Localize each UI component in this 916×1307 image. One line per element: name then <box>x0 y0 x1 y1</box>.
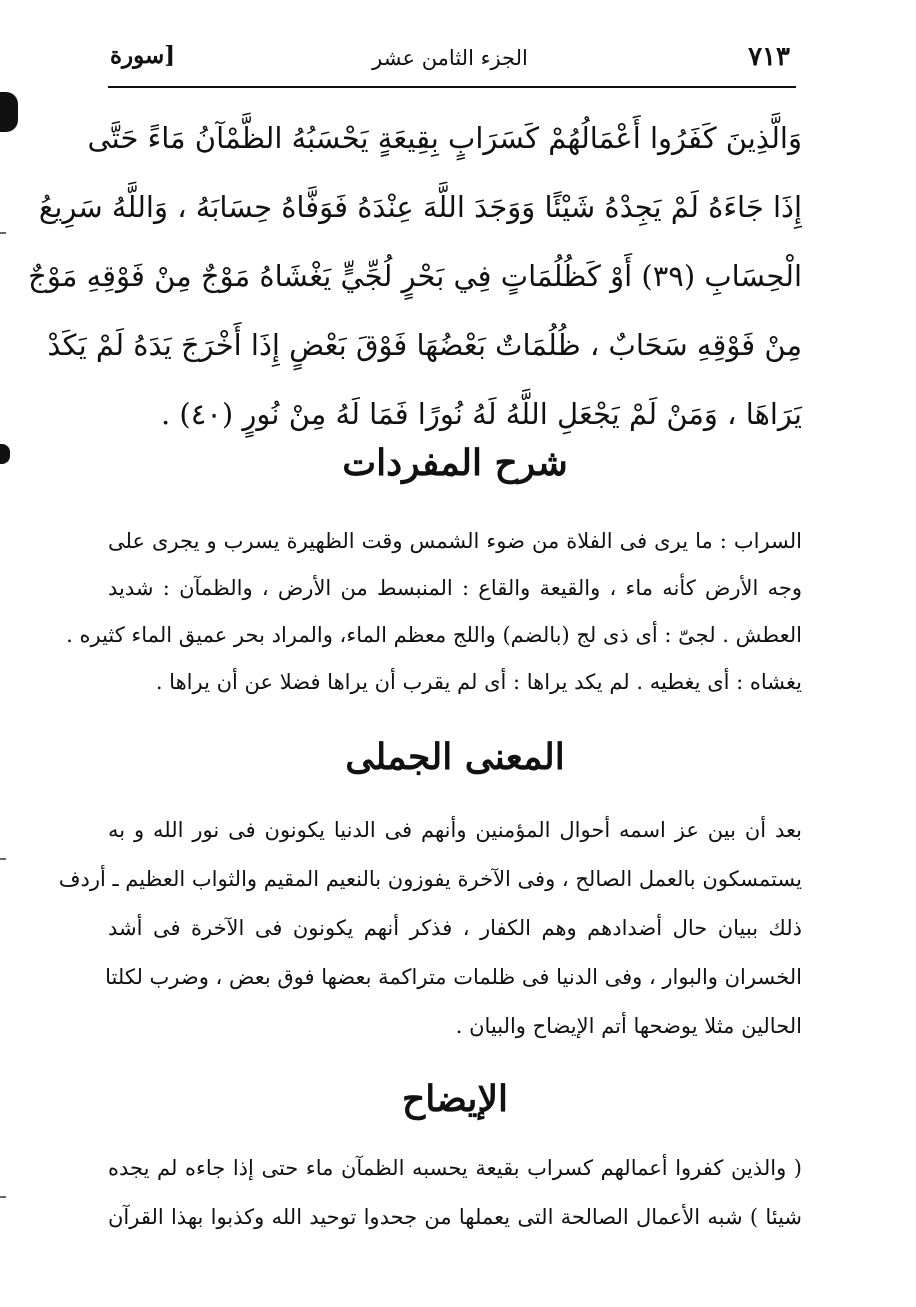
explanation-heading: الإيضاح <box>402 1078 508 1120</box>
header-rule <box>108 86 796 88</box>
prose-line: بعد أن بين عز اسمه أحوال المؤمنين وأنهم فى الدنيا يكونون فى نور الله و به <box>108 818 802 842</box>
verse-line: يَرَاهَا ، وَمَنْ لَمْ يَجْعَلِ اللَّهُ لَهُ نُورًا فَمَا لَهُ مِنْ نُورٍ (٤٠) . <box>160 397 802 431</box>
scan-edge-tick <box>0 232 6 234</box>
verse-line: مِنْ فَوْقِهِ سَحَابٌ ، ظُلُمَاتٌ بَعْضُهَا فَوْقَ بَعْضٍ إِذَا أَخْرَجَ يَدَهُ لَمْ يَكَدْ <box>47 328 802 362</box>
prose-line: يغشاه : أى يغطيه . لم يكد يراها : أى لم يقرب أن يراها فضلا عن أن يراها . <box>155 670 802 694</box>
vocabulary-text <box>66 518 802 706</box>
vocabulary-heading: شرح المفردات <box>342 442 568 484</box>
running-title: الجزء الثامن عشر <box>372 46 528 70</box>
verse-line: وَالَّذِينَ كَفَرُوا أَعْمَالُهُمْ كَسَرَابٍ بِقِيعَةٍ يَحْسَبُهُ الظَّمْآنُ مَاءً حَتَّى <box>87 121 802 155</box>
general-meaning-text <box>58 806 802 1051</box>
prose-line: العطش . لجىّ : أى ذى لج (بالضم) واللج معظم الماء، والمراد بحر عميق الماء كثيره . <box>66 623 802 647</box>
scan-edge-tick <box>0 858 6 860</box>
prose-line: وجه الأرض كأنه ماء ، والقيعة والقاع : المنبسط من الأرض ، والظمآن : شديد <box>108 576 802 600</box>
page-header <box>110 42 790 82</box>
prose-line: ( والذين كفروا أعمالهم كسراب بقيعة يحسبه الظمآن ماء حتى إذا جاءه لم يجده <box>108 1156 802 1180</box>
page-number: ٧١٣ <box>748 42 790 72</box>
scan-edge-mark <box>0 444 10 464</box>
quran-verses <box>28 104 802 449</box>
prose-line: السراب : ما يرى فى الفلاة من ضوء الشمس وقت الظهيرة يسرب و يجرى على <box>108 529 802 553</box>
scan-edge-mark <box>0 92 18 132</box>
prose-line: ذلك ببيان حال أضدادهم وهم الكفار ، فذكر أنهم يكونون فى الآخرة فى أشد <box>108 916 802 940</box>
verse-line: الْحِسَابِ (٣٩) أَوْ كَظُلُمَاتٍ فِي بَحْرٍ لُجِّيٍّ يَغْشَاهُ مَوْجٌ مِنْ فَوْقِهِ مَوْجٌ <box>28 259 802 293</box>
prose-line: يستمسكون بالعمل الصالح ، وفى الآخرة يفوزون بالنعيم المقيم والثواب العظيم ـ أردف <box>58 867 802 891</box>
prose-line: شيئا ) شبه الأعمال الصالحة التى يعملها من جحدوا توحيد الله وكذبوا بهذا القرآن <box>108 1205 802 1229</box>
scan-edge-tick <box>0 1196 6 1198</box>
general-meaning-heading: المعنى الجملى <box>345 736 565 778</box>
explanation-text <box>108 1144 802 1242</box>
surah-label: [سورة <box>110 42 176 69</box>
prose-line: الخسران والبوار ، وفى الدنيا فى ظلمات متراكمة بعضها فوق بعض ، وضرب لكلتا <box>105 965 802 989</box>
verse-line: إِذَا جَاءَهُ لَمْ يَجِدْهُ شَيْئًا وَوَجَدَ اللَّهَ عِنْدَهُ فَوَفَّاهُ حِسَابَهُ ، وَاللَّهُ سَرِيعُ <box>38 190 802 224</box>
prose-line: الحالين مثلا يوضحها أتم الإيضاح والبيان . <box>455 1014 802 1038</box>
